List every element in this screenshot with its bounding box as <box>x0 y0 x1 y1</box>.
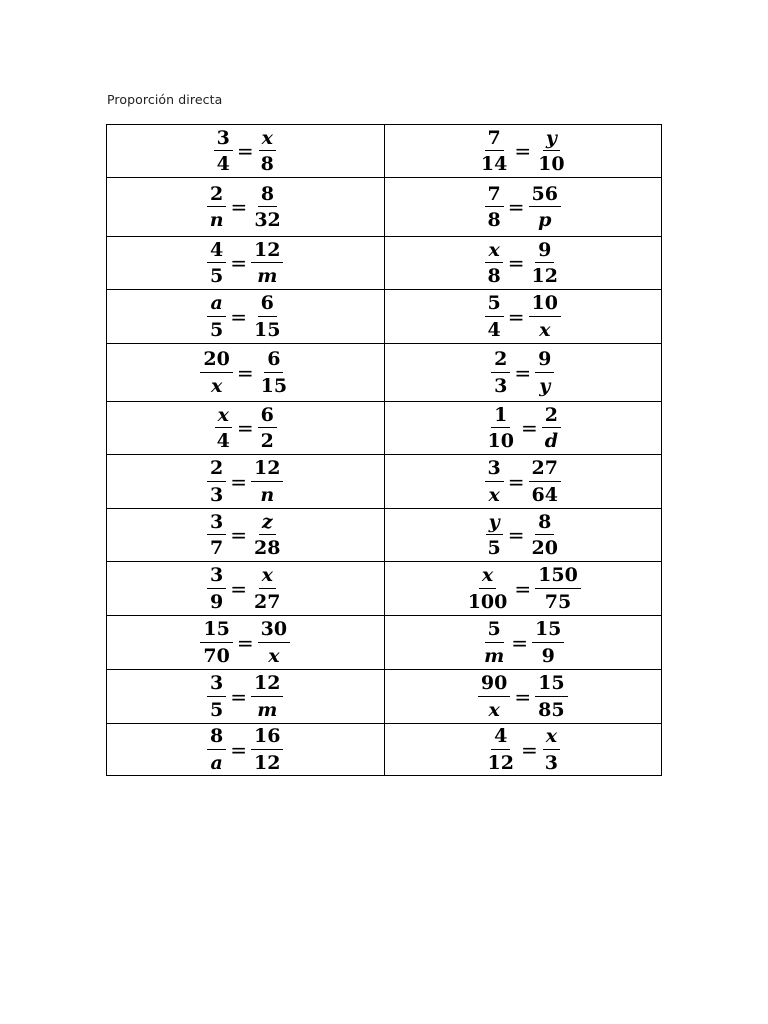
numerator: x <box>543 725 560 749</box>
proportion-equation <box>462 564 584 613</box>
fraction-right <box>251 457 283 506</box>
proportion-equation <box>204 672 286 721</box>
equals-sign: = <box>236 139 254 163</box>
denominator: 10 <box>538 153 565 175</box>
fraction-left <box>481 618 507 667</box>
numerator: 4 <box>207 239 226 263</box>
equals-sign: = <box>230 195 248 219</box>
table-row <box>107 178 662 237</box>
page-title: Proporción directa <box>107 92 223 107</box>
table-row <box>107 455 662 509</box>
proportion-cell-left <box>107 290 385 344</box>
denominator: 5 <box>210 318 224 341</box>
fraction-right <box>251 511 283 560</box>
denominator: 28 <box>254 537 281 559</box>
denominator: m <box>257 265 278 287</box>
equals-sign: = <box>230 684 248 709</box>
numerator: 8 <box>258 183 277 207</box>
fraction-right <box>535 127 567 176</box>
equals-sign: = <box>507 195 525 219</box>
numerator: x <box>215 404 232 428</box>
numerator: 6 <box>258 292 277 316</box>
numerator: 15 <box>532 618 564 642</box>
fraction-right <box>258 404 277 453</box>
numerator: 3 <box>214 127 233 151</box>
denominator: 3 <box>210 483 224 506</box>
equals-sign: = <box>507 251 525 275</box>
fraction-right <box>251 725 283 774</box>
denominator: a <box>210 751 223 774</box>
fraction-left <box>478 127 510 176</box>
proportion-cell-right <box>384 562 662 616</box>
fraction-left <box>478 672 510 721</box>
denominator: d <box>544 430 558 452</box>
denominator: 15 <box>254 318 281 341</box>
numerator: 2 <box>491 348 510 372</box>
fraction-right <box>251 292 283 341</box>
proportion-cell-left <box>107 125 385 178</box>
denominator: 100 <box>467 590 508 613</box>
equals-sign: = <box>520 737 538 762</box>
fraction-left <box>207 511 226 560</box>
denominator: 27 <box>254 590 281 613</box>
fraction-left <box>200 348 232 397</box>
numerator: 2 <box>207 457 226 481</box>
fraction-left <box>485 725 517 774</box>
equals-sign: = <box>514 576 532 601</box>
denominator: 4 <box>487 318 501 341</box>
denominator: 10 <box>487 430 514 452</box>
table-row <box>107 344 662 402</box>
table-row <box>107 562 662 616</box>
numerator: a <box>207 292 225 316</box>
proportion-cell-left <box>107 455 385 509</box>
fraction-left <box>485 457 504 506</box>
proportion-equation <box>482 457 564 506</box>
proportion-cell-left <box>107 509 385 562</box>
fraction-left <box>207 457 226 506</box>
proportion-equation <box>482 511 564 560</box>
denominator: 4 <box>216 153 230 175</box>
fraction-right <box>251 672 283 721</box>
fraction-left <box>485 292 504 341</box>
equals-sign: = <box>514 684 532 709</box>
fraction-right <box>532 618 564 667</box>
fraction-right <box>535 672 567 721</box>
fraction-left <box>214 127 233 176</box>
proportion-equation <box>197 618 293 667</box>
proportion-cell-left <box>107 178 385 237</box>
denominator: 5 <box>210 265 224 287</box>
numerator: 16 <box>251 725 283 749</box>
equals-sign: = <box>514 139 532 163</box>
denominator: 32 <box>254 209 281 231</box>
numerator: 3 <box>485 457 504 481</box>
fraction-left <box>491 348 510 397</box>
equals-sign: = <box>514 360 532 385</box>
fraction-left <box>200 618 232 667</box>
fraction-right <box>529 457 561 506</box>
fraction-right <box>258 618 290 667</box>
equals-sign: = <box>230 469 248 494</box>
proportion-equation <box>488 348 557 397</box>
equals-sign: = <box>507 304 525 329</box>
numerator: 7 <box>485 127 504 151</box>
fraction-right <box>251 239 283 288</box>
fraction-right <box>258 127 277 176</box>
numerator: 27 <box>529 457 561 481</box>
denominator: n <box>209 209 224 231</box>
fraction-right <box>251 564 283 613</box>
numerator: x <box>479 564 496 588</box>
equals-sign: = <box>236 360 254 385</box>
denominator: n <box>260 483 275 506</box>
proportion-equation <box>204 511 286 560</box>
numerator: 2 <box>542 404 561 428</box>
denominator: x <box>268 644 280 667</box>
numerator: 2 <box>207 183 226 207</box>
table-row <box>107 290 662 344</box>
equals-sign: = <box>236 416 254 440</box>
fraction-left <box>214 404 233 453</box>
numerator: 9 <box>535 348 554 372</box>
numerator: x <box>485 239 502 263</box>
denominator: m <box>484 644 505 667</box>
denominator: m <box>257 698 278 721</box>
proportion-cell-left <box>107 237 385 290</box>
denominator: 8 <box>487 209 501 231</box>
numerator: 1 <box>491 404 510 428</box>
fraction-left <box>485 511 504 560</box>
proportion-cell-left <box>107 670 385 724</box>
denominator: 5 <box>210 698 224 721</box>
denominator: 75 <box>544 590 572 613</box>
numerator: y <box>543 127 560 151</box>
numerator: 7 <box>485 183 504 207</box>
proportion-equation <box>211 404 280 453</box>
denominator: y <box>539 374 551 397</box>
proportion-cell-right <box>384 178 662 237</box>
denominator: 2 <box>260 430 274 452</box>
table-row <box>107 670 662 724</box>
denominator: 20 <box>531 537 558 559</box>
proportion-cell-left <box>107 344 385 402</box>
proportion-equation <box>475 672 571 721</box>
numerator: x <box>259 127 276 151</box>
proportion-cell-right <box>384 455 662 509</box>
numerator: 15 <box>200 618 232 642</box>
numerator: 12 <box>251 457 283 481</box>
equals-sign: = <box>230 576 248 601</box>
fraction-left <box>484 404 516 453</box>
fraction-right <box>535 348 554 397</box>
numerator: 30 <box>258 618 290 642</box>
numerator: 8 <box>207 725 226 749</box>
table-row <box>107 509 662 562</box>
denominator: x <box>488 483 500 506</box>
equals-sign: = <box>230 737 248 762</box>
numerator: 3 <box>207 672 226 696</box>
equals-sign: = <box>230 251 248 275</box>
fraction-right <box>529 292 561 341</box>
proportion-cell-right <box>384 125 662 178</box>
fraction-right <box>529 183 561 232</box>
denominator: 8 <box>487 265 501 287</box>
fraction-left <box>207 183 227 232</box>
numerator: 10 <box>529 292 561 316</box>
proportion-cell-left <box>107 562 385 616</box>
proportions-table <box>106 124 662 776</box>
fraction-left <box>207 725 226 774</box>
table-row <box>107 125 662 178</box>
denominator: x <box>488 698 500 721</box>
numerator: 150 <box>535 564 581 588</box>
proportion-equation <box>482 183 564 232</box>
numerator: x <box>259 564 276 588</box>
numerator: 3 <box>207 564 226 588</box>
fraction-right <box>529 239 561 288</box>
denominator: 15 <box>260 374 288 397</box>
fraction-right <box>258 348 290 397</box>
denominator: 9 <box>210 590 224 613</box>
fraction-left <box>485 183 504 232</box>
numerator: 90 <box>478 672 510 696</box>
table-row <box>107 724 662 776</box>
equals-sign: = <box>507 469 525 494</box>
equals-sign: = <box>511 630 528 655</box>
numerator: 5 <box>485 618 504 642</box>
proportion-cell-right <box>384 509 662 562</box>
numerator: z <box>259 511 276 535</box>
proportion-cell-right <box>384 670 662 724</box>
numerator: 6 <box>264 348 283 372</box>
denominator: 12 <box>531 265 558 287</box>
fraction-right <box>251 183 283 232</box>
fraction-right <box>535 564 581 613</box>
equals-sign: = <box>507 523 525 547</box>
proportion-equation <box>204 564 286 613</box>
proportion-equation <box>482 292 564 341</box>
proportion-equation <box>475 127 571 176</box>
denominator: 5 <box>487 537 501 559</box>
proportion-cell-left <box>107 724 385 776</box>
proportion-equation <box>204 457 286 506</box>
proportion-equation <box>197 348 293 397</box>
proportion-cell-right <box>384 290 662 344</box>
proportion-cell-left <box>107 616 385 670</box>
proportion-equation <box>204 292 286 341</box>
denominator: 7 <box>210 537 224 559</box>
numerator: 12 <box>251 672 283 696</box>
denominator: 3 <box>544 751 558 774</box>
proportion-equation <box>204 239 286 288</box>
denominator: 14 <box>480 153 508 175</box>
denominator: 4 <box>216 430 230 452</box>
proportion-cell-right <box>384 616 662 670</box>
numerator: 5 <box>485 292 504 316</box>
denominator: x <box>210 374 223 397</box>
denominator: x <box>539 318 551 341</box>
numerator: 8 <box>535 511 554 535</box>
numerator: 9 <box>535 239 554 263</box>
proportion-cell-left <box>107 402 385 455</box>
denominator: 85 <box>538 698 565 721</box>
proportion-equation <box>482 725 564 774</box>
proportion-cell-right <box>384 237 662 290</box>
equals-sign: = <box>236 630 254 655</box>
denominator: 70 <box>203 644 230 667</box>
denominator: 12 <box>487 751 514 774</box>
proportion-cell-right <box>384 402 662 455</box>
numerator: 12 <box>251 239 283 263</box>
equals-sign: = <box>520 416 538 440</box>
fraction-left <box>207 672 226 721</box>
fraction-left <box>465 564 511 613</box>
proportions-table-body <box>107 125 662 776</box>
table-row <box>107 237 662 290</box>
fraction-right <box>542 725 561 774</box>
denominator: 3 <box>494 374 508 397</box>
equals-sign: = <box>230 304 248 329</box>
denominator: 12 <box>254 751 281 774</box>
equals-sign: = <box>230 523 248 547</box>
fraction-right <box>542 404 561 453</box>
denominator: p <box>538 209 552 231</box>
proportion-equation <box>204 183 287 232</box>
proportion-equation <box>478 618 567 667</box>
numerator: y <box>486 511 503 535</box>
numerator: 15 <box>535 672 567 696</box>
denominator: 8 <box>260 153 274 175</box>
proportion-equation <box>204 725 286 774</box>
numerator: 4 <box>491 725 510 749</box>
table-row <box>107 402 662 455</box>
fraction-right <box>529 511 561 560</box>
fraction-left <box>485 239 504 288</box>
fraction-left <box>207 239 226 288</box>
fraction-left <box>207 564 226 613</box>
proportion-equation <box>481 404 564 453</box>
proportion-cell-right <box>384 344 662 402</box>
table-row <box>107 616 662 670</box>
fraction-left <box>207 292 226 341</box>
numerator: 6 <box>258 404 277 428</box>
numerator: 56 <box>529 183 561 207</box>
numerator: 20 <box>200 348 232 372</box>
proportion-equation <box>482 239 564 288</box>
denominator: 64 <box>531 483 558 506</box>
denominator: 9 <box>541 644 555 667</box>
proportion-equation <box>211 127 280 176</box>
numerator: 3 <box>207 511 226 535</box>
proportion-cell-right <box>384 724 662 776</box>
